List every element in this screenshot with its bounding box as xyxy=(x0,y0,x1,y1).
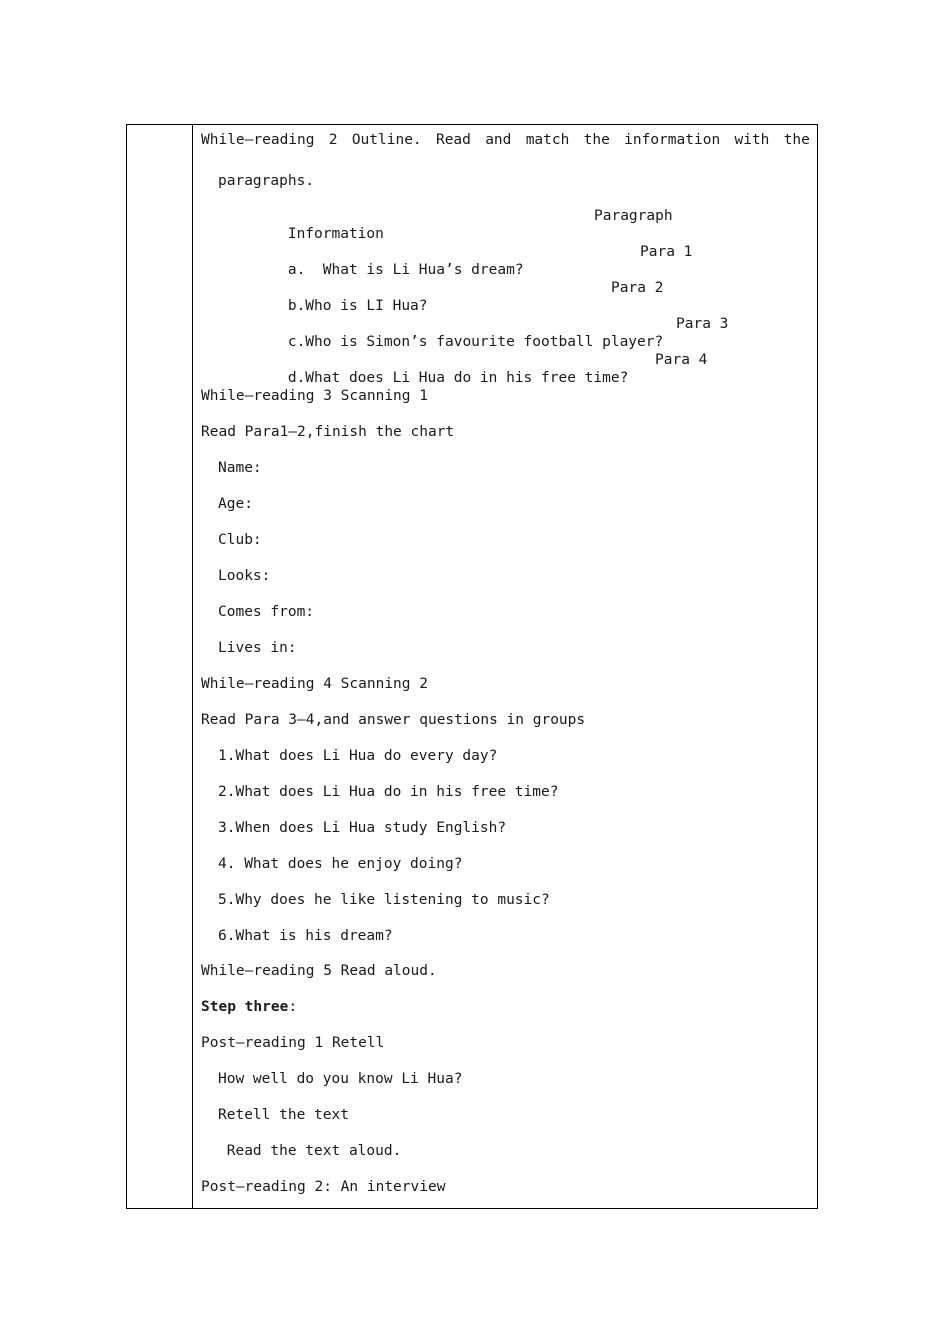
step-three-label: Step three xyxy=(201,999,289,1015)
outline-word: 2 xyxy=(328,132,338,148)
post-reading-1-title: Post—reading 1 Retell xyxy=(201,1035,385,1051)
outline-word: While—reading xyxy=(201,132,315,148)
post-reading-2-title: Post—reading 2: An interview xyxy=(201,1179,446,1195)
match-header-left: Information xyxy=(287,226,384,242)
chart-field-age: Age: xyxy=(218,496,253,512)
table-content-cell xyxy=(201,125,809,1208)
outline-word: with xyxy=(734,132,770,148)
scanning-2-title: While—reading 4 Scanning 2 xyxy=(201,676,428,692)
scanning-1-instruction: Read Para1—2,finish the chart xyxy=(201,424,455,440)
outline-word: Read xyxy=(435,132,471,148)
question-item: 4. What does he enjoy doing? xyxy=(218,856,463,872)
scanning-1-title: While—reading 3 Scanning 1 xyxy=(201,388,428,404)
outline-word: the xyxy=(583,132,610,148)
question-item: 5.Why does he like listening to music? xyxy=(218,892,550,908)
outline-word: the xyxy=(783,132,810,148)
match-question: c.Who is Simon’s favourite football player? xyxy=(287,334,664,350)
match-header-right: Paragraph xyxy=(594,208,673,224)
table-left-column xyxy=(127,125,193,1208)
chart-field-lives-in: Lives in: xyxy=(218,640,297,656)
post-reading-1-item: How well do you know Li Hua? xyxy=(218,1071,463,1087)
outline-word: information xyxy=(624,132,721,148)
question-item: 3.When does Li Hua study English? xyxy=(218,820,507,836)
match-question: a. What is Li Hua’s dream? xyxy=(287,262,524,278)
outline-word: and xyxy=(485,132,512,148)
read-aloud-step: While—reading 5 Read aloud. xyxy=(201,963,437,979)
outline-word: Outline. xyxy=(351,132,422,148)
chart-field-club: Club: xyxy=(218,532,262,548)
match-paragraph: Para 4 xyxy=(655,352,708,368)
match-question: d.What does Li Hua do in his free time? xyxy=(287,370,629,386)
outline-continuation: paragraphs. xyxy=(218,173,315,189)
outline-word: match xyxy=(525,132,570,148)
match-paragraph: Para 3 xyxy=(676,316,729,332)
scanning-2-instruction: Read Para 3—4,and answer questions in groups xyxy=(201,712,586,728)
match-paragraph: Para 2 xyxy=(611,280,664,296)
post-reading-1-item: Retell the text xyxy=(218,1107,349,1123)
chart-field-comes-from: Comes from: xyxy=(218,604,315,620)
question-item: 6.What is his dream? xyxy=(218,928,393,944)
lesson-table xyxy=(126,124,818,1209)
step-three-colon: : xyxy=(288,999,298,1015)
step-three-heading xyxy=(201,998,297,1016)
post-reading-1-item: Read the text aloud. xyxy=(218,1143,402,1159)
question-item: 2.What does Li Hua do in his free time? xyxy=(218,784,559,800)
match-paragraph: Para 1 xyxy=(640,244,693,260)
chart-field-name: Name: xyxy=(218,460,262,476)
question-item: 1.What does Li Hua do every day? xyxy=(218,748,498,764)
outline-instruction xyxy=(201,131,810,149)
match-question: b.Who is LI Hua? xyxy=(287,298,428,314)
chart-field-looks: Looks: xyxy=(218,568,271,584)
